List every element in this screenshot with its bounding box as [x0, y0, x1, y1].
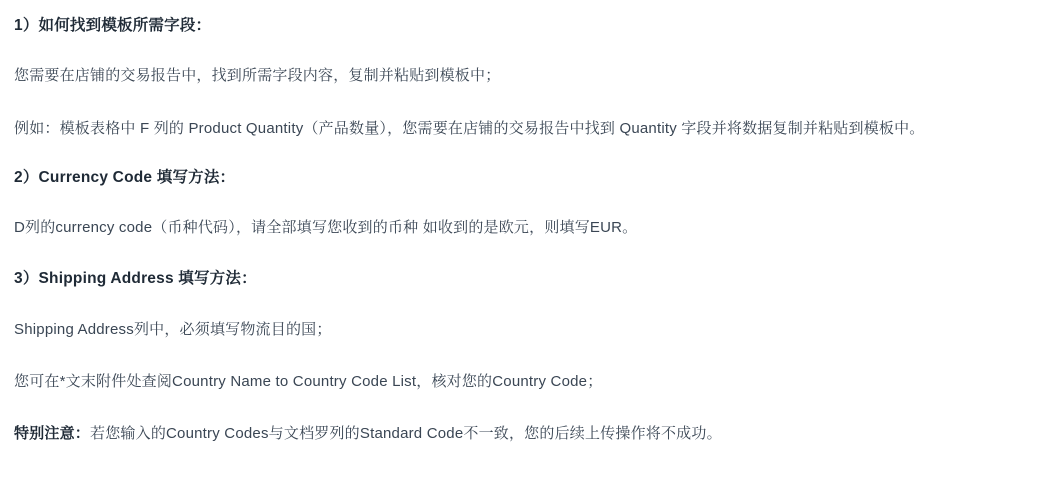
section-3-note-text: 若您输入的Country Codes与文档罗列的Standard Code不一致，您的后续上传操作将不成功。 [90, 425, 722, 442]
section-2-heading: 2）Currency Code 填写方法： [14, 168, 236, 186]
section-2 [14, 166, 1020, 242]
section-3-note [14, 421, 1020, 447]
section-1-paragraph-2: 例如：模板表格中 F 列的 Product Quantity（产品数量），您需要在店铺的交易报告中找到 Quantity 字段并将数据复制并粘贴到模板中。 [14, 119, 925, 137]
section-1-heading: 1）如何找到模板所需字段： [14, 17, 212, 34]
section-3-paragraph-2: 您可在*文末附件处查阅Country Name to Country Code List，核对您的Country Code； [14, 372, 603, 390]
section-1-paragraph-1: 您需要在店铺的交易报告中，找到所需字段内容，复制并粘贴到模板中； [14, 67, 501, 85]
section-3-paragraph-1: Shipping Address列中，必须填写物流目的国； [14, 320, 332, 338]
section-3-note-label: 特别注意： [14, 425, 91, 442]
section-1 [14, 14, 1020, 142]
section-3-heading: 3）Shipping Address 填写方法： [14, 270, 257, 288]
section-3 [14, 267, 1020, 447]
section-2-paragraph-1: D列的currency code（币种代码），请全部填写您收到的币种 如收到的是欧元，则填写EUR。 [14, 219, 638, 236]
